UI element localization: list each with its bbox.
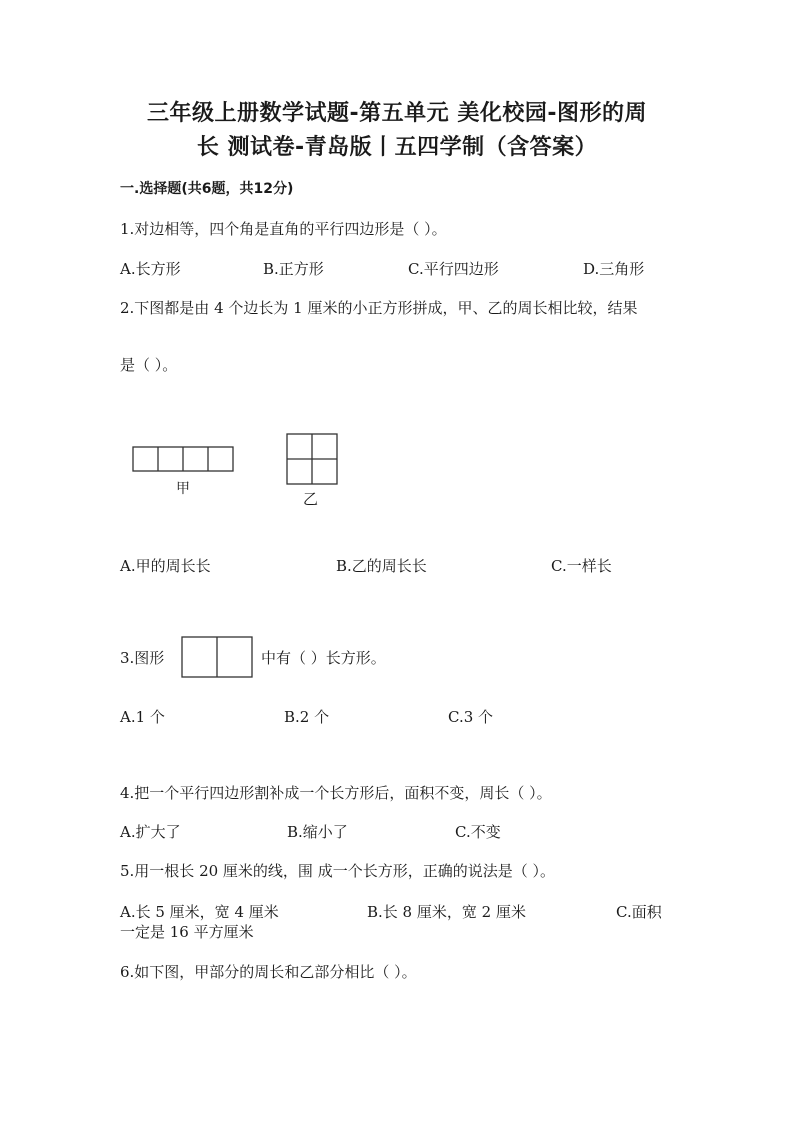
question-5-option-c: C.面积 [616,903,662,921]
question-1-text: 1.对边相等，四个角是直角的平行四边形是（ ）。 [120,220,447,238]
question-3-suffix: 中有（ ）长方形。 [261,649,386,667]
question-3-prefix: 3.图形 [120,649,165,667]
question-6-text: 6.如下图，甲部分的周长和乙部分相比（ ）。 [120,963,417,981]
question-4-option-b: B.缩小了 [287,823,348,841]
question-3-option-a: A.1 个 [120,708,165,726]
question-5-option-a: A.长 5 厘米，宽 4 厘米 [120,903,279,921]
question-1-option-c: C.平行四边形 [408,260,499,278]
question-4-option-a: A.扩大了 [120,823,181,841]
question-4-option-c: C.不变 [455,823,501,841]
question-2-text-line1: 2.下图都是由 4 个边长为 1 厘米的小正方形拼成，甲、乙的周长相比较，结果 [120,299,638,317]
question-2-option-a: A.甲的周长长 [120,557,211,575]
question-1-option-a: A.长方形 [120,260,181,278]
question-5-text: 5.用一根长 20 厘米的线，围 成一个长方形，正确的说法是（ ）。 [120,862,555,880]
question-3-option-b: B.2 个 [284,708,330,726]
question-2-option-c: C.一样长 [551,557,612,575]
section-heading: 一.选择题(共6题，共12分) [120,181,294,197]
document-title-line2: 长 测试卷-青岛版丨五四学制（含答案） [196,135,598,160]
question-2-text-line2: 是（ ）。 [120,356,178,374]
question-2-option-b: B.乙的周长长 [336,557,427,575]
question-1-option-b: B.正方形 [263,260,324,278]
question-5-option-c-continued: 一定是 16 平方厘米 [120,923,254,941]
question-3-option-c: C.3 个 [448,708,494,726]
question-1-option-d: D.三角形 [583,260,645,278]
figure-yi-label: 乙 [303,490,319,508]
figure-yi [286,433,338,485]
question-4-text: 4.把一个平行四边形割补成一个长方形后，面积不变，周长（ ）。 [120,784,552,802]
figure-jia-label: 甲 [176,481,190,497]
question-5-option-b: B.长 8 厘米，宽 2 厘米 [367,903,526,921]
figure-two-squares [181,636,253,678]
figure-jia [132,446,234,472]
document-title-line1: 三年级上册数学试题-第五单元 美化校园-图形的周 [147,101,647,126]
